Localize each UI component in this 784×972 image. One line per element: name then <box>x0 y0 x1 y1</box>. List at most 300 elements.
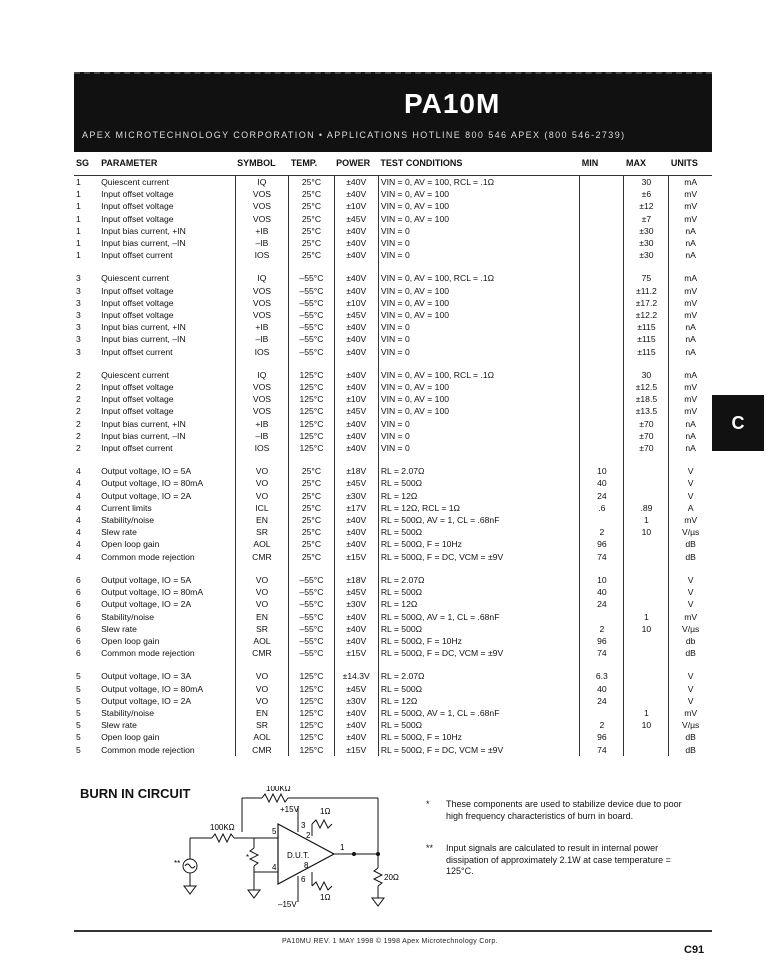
cell-temp: –55°C <box>289 647 334 659</box>
cell-sg: 4 <box>76 478 81 489</box>
table-row <box>74 285 712 297</box>
cell-pow: ±40V <box>334 719 378 731</box>
cell-sg: 6 <box>76 599 81 610</box>
cell-sg: 5 <box>76 695 81 706</box>
cell-max <box>624 490 669 502</box>
cell-pow: ±30V <box>334 490 378 502</box>
table-row <box>74 405 712 417</box>
col-power: POWER <box>336 158 371 168</box>
comp-resistor-label-2: 1Ω <box>320 893 331 902</box>
table-row <box>74 369 712 381</box>
table-row <box>74 346 712 358</box>
cell-temp: –55°C <box>289 586 334 598</box>
cell-temp: 25°C <box>289 213 334 225</box>
burn-in-circuit-diagram <box>170 786 410 911</box>
cell-temp: 125°C <box>289 393 334 405</box>
cell-cond: VIN = 0, AV = 100, RCL = .1Ω <box>378 176 579 189</box>
cell-unit: V/µs <box>669 526 712 538</box>
cell-max: ±30 <box>624 237 669 249</box>
cell-unit: mA <box>669 176 712 189</box>
cell-sg: 1 <box>76 250 81 261</box>
cell-sg: 6 <box>76 587 81 598</box>
cell-unit: V <box>669 490 712 502</box>
cell-sym: –IB <box>235 430 289 442</box>
part-number-title: PA10M <box>404 88 501 119</box>
cell-pow: ±40V <box>334 707 378 719</box>
cell-temp: 125°C <box>289 744 334 756</box>
group-spacer <box>74 261 712 272</box>
cell-pow: ±45V <box>334 309 378 321</box>
cell-unit: mV <box>669 297 712 309</box>
table-row <box>74 272 712 284</box>
cell-sg: 2 <box>76 430 81 441</box>
cell-sg: 2 <box>76 394 81 405</box>
cell-sg: 4 <box>76 502 81 513</box>
cell-max <box>624 647 669 659</box>
cell-unit: V <box>669 574 712 586</box>
cell-pow: ±15V <box>334 744 378 756</box>
cell-sym: IQ <box>235 176 289 189</box>
cell-temp: 125°C <box>289 418 334 430</box>
feedback-resistor-label: 100KΩ <box>266 786 291 793</box>
note-2 <box>426 843 686 878</box>
col-conditions: TEST CONDITIONS <box>380 158 463 168</box>
cell-min: 74 <box>580 647 624 659</box>
cell-sym: SR <box>235 623 289 635</box>
cell-sg: 2 <box>76 382 81 393</box>
cell-max: ±30 <box>624 225 669 237</box>
cell-cond: VIN = 0 <box>378 249 579 261</box>
cell-min: 24 <box>580 695 624 707</box>
cell-sg: 3 <box>76 322 81 333</box>
cell-cond: RL = 12Ω, RCL = 1Ω <box>378 502 579 514</box>
cell-param: Quiescent current <box>101 369 169 380</box>
cell-min <box>580 381 624 393</box>
cell-max: .89 <box>624 502 669 514</box>
cell-unit: dB <box>669 731 712 743</box>
cell-param: Stability/noise <box>101 515 155 526</box>
cell-temp: –55°C <box>289 297 334 309</box>
note-1-text: These components are used to stabilize device due to poor high frequency characteristics of burn in board. <box>446 799 682 821</box>
cell-unit: mV <box>669 381 712 393</box>
table-row <box>74 635 712 647</box>
cell-max: ±12.5 <box>624 381 669 393</box>
cell-sg: 6 <box>76 635 81 646</box>
cell-max <box>624 465 669 477</box>
cell-sym: VOS <box>235 309 289 321</box>
cell-sym: IQ <box>235 369 289 381</box>
cell-temp: –55°C <box>289 346 334 358</box>
cell-param: Input offset voltage <box>101 394 174 405</box>
cell-sg: 4 <box>76 551 81 562</box>
cell-temp: –55°C <box>289 333 334 345</box>
cell-cond: VIN = 0, AV = 100 <box>378 309 579 321</box>
cell-temp: 125°C <box>289 369 334 381</box>
cell-min: 40 <box>580 683 624 695</box>
table-row <box>74 502 712 514</box>
cell-cond: VIN = 0 <box>378 333 579 345</box>
cell-pow: ±40V <box>334 285 378 297</box>
table-row <box>74 188 712 200</box>
cell-sym: VO <box>235 465 289 477</box>
cell-unit: V <box>669 477 712 489</box>
table-row <box>74 611 712 623</box>
cell-temp: 25°C <box>289 188 334 200</box>
cell-min: 2 <box>580 719 624 731</box>
cell-max: ±11.2 <box>624 285 669 297</box>
table-row <box>74 623 712 635</box>
cell-unit: V/µs <box>669 623 712 635</box>
cell-pow: ±40V <box>334 538 378 550</box>
cell-sg: 5 <box>76 744 81 755</box>
cell-min: 74 <box>580 551 624 563</box>
cell-unit: nA <box>669 430 712 442</box>
cell-unit: V <box>669 598 712 610</box>
cell-unit: nA <box>669 249 712 261</box>
cell-param: Current limits <box>101 502 152 513</box>
cell-temp: –55°C <box>289 574 334 586</box>
cell-sg: 2 <box>76 406 81 417</box>
cell-pow: ±40V <box>334 369 378 381</box>
cell-sg: 5 <box>76 671 81 682</box>
cell-sg: 4 <box>76 466 81 477</box>
ground-icon <box>248 890 260 898</box>
cell-unit: V <box>669 695 712 707</box>
cell-min: 6.3 <box>580 670 624 682</box>
cell-cond: VIN = 0, AV = 100 <box>378 297 579 309</box>
negative-supply-label: –15V <box>278 900 297 909</box>
cell-temp: –55°C <box>289 635 334 647</box>
cell-min: 2 <box>580 623 624 635</box>
cell-pow: ±40V <box>334 333 378 345</box>
cell-param: Input offset voltage <box>101 382 174 393</box>
cell-cond: RL = 500Ω, F = 10Hz <box>378 731 579 743</box>
cell-cond: VIN = 0, AV = 100 <box>378 188 579 200</box>
cell-pow: ±14.3V <box>334 670 378 682</box>
cell-max: ±13.5 <box>624 405 669 417</box>
cell-sym: CMR <box>235 744 289 756</box>
cell-pow: ±10V <box>334 393 378 405</box>
cell-min: 96 <box>580 731 624 743</box>
cell-unit: V <box>669 683 712 695</box>
note-2-text: Input signals are calculated to result in internal power dissipation of approximately 2.1W at case temperature = 125°C. <box>446 843 671 876</box>
cell-temp: 25°C <box>289 514 334 526</box>
cell-min: .6 <box>580 502 624 514</box>
cell-min: 2 <box>580 526 624 538</box>
pin-5-label: 5 <box>272 827 277 836</box>
cell-sg: 3 <box>76 285 81 296</box>
cell-unit: nA <box>669 418 712 430</box>
cell-temp: 25°C <box>289 176 334 189</box>
cell-max: ±70 <box>624 442 669 454</box>
table-row <box>74 683 712 695</box>
table-row <box>74 719 712 731</box>
pin-2-label: 2 <box>306 831 311 840</box>
cell-min <box>580 611 624 623</box>
cell-sym: VOS <box>235 393 289 405</box>
cell-param: Input offset voltage <box>101 201 174 212</box>
pin-4-label: 4 <box>272 863 277 872</box>
cell-sym: VO <box>235 574 289 586</box>
cell-cond: RL = 500Ω <box>378 719 579 731</box>
cell-param: Input bias current, +IN <box>101 322 186 333</box>
cell-cond: VIN = 0 <box>378 237 579 249</box>
cell-min <box>580 430 624 442</box>
cell-temp: –55°C <box>289 321 334 333</box>
cell-param: Input bias current, +IN <box>101 225 186 236</box>
cell-param: Common mode rejection <box>101 648 195 659</box>
cell-cond: VIN = 0, AV = 100 <box>378 213 579 225</box>
cell-param: Input offset voltage <box>101 189 174 200</box>
cell-max <box>624 551 669 563</box>
cell-pow: ±40V <box>334 188 378 200</box>
cell-temp: 125°C <box>289 381 334 393</box>
cell-sym: VOS <box>235 213 289 225</box>
group-spacer <box>74 563 712 574</box>
cell-param: Quiescent current <box>101 273 169 284</box>
cell-param: Slew rate <box>101 623 137 634</box>
cell-temp: –55°C <box>289 285 334 297</box>
cell-unit: mV <box>669 285 712 297</box>
cell-param: Open loop gain <box>101 635 160 646</box>
cell-sym: EN <box>235 514 289 526</box>
cell-pow: ±40V <box>334 611 378 623</box>
group-spacer <box>74 358 712 369</box>
cell-sym: IOS <box>235 249 289 261</box>
cell-max: ±6 <box>624 188 669 200</box>
cell-pow: ±45V <box>334 477 378 489</box>
page-number: C91 <box>684 944 705 956</box>
cell-min: 96 <box>580 538 624 550</box>
table-row <box>74 598 712 610</box>
cell-temp: 25°C <box>289 502 334 514</box>
cell-cond: VIN = 0, AV = 100 <box>378 381 579 393</box>
cell-temp: –55°C <box>289 611 334 623</box>
cell-sym: VOS <box>235 381 289 393</box>
cell-cond: VIN = 0, AV = 100 <box>378 393 579 405</box>
cell-param: Output voltage, IO = 2A <box>101 695 192 706</box>
cell-max <box>624 683 669 695</box>
cell-max <box>624 695 669 707</box>
cell-temp: 125°C <box>289 695 334 707</box>
cell-sg: 6 <box>76 648 81 659</box>
footer-divider <box>74 930 712 932</box>
cell-sym: –IB <box>235 333 289 345</box>
cell-min: 74 <box>580 744 624 756</box>
cell-cond: VIN = 0 <box>378 346 579 358</box>
load-resistor <box>374 868 382 886</box>
cell-sg: 4 <box>76 515 81 526</box>
cell-min <box>580 707 624 719</box>
cell-sym: VO <box>235 490 289 502</box>
cell-sym: +IB <box>235 225 289 237</box>
cell-pow: ±40V <box>334 272 378 284</box>
cell-sym: +IB <box>235 418 289 430</box>
cell-sg: 2 <box>76 443 81 454</box>
cell-sym: IQ <box>235 272 289 284</box>
cell-param: Output voltage, IO = 80mA <box>101 587 204 598</box>
cell-max <box>624 574 669 586</box>
cell-sg: 1 <box>76 189 81 200</box>
cell-max: 75 <box>624 272 669 284</box>
col-max: MAX <box>625 158 646 168</box>
cell-min <box>580 200 624 212</box>
cell-unit: mV <box>669 393 712 405</box>
cell-sg: 3 <box>76 334 81 345</box>
cell-temp: 25°C <box>289 465 334 477</box>
cell-sym: SR <box>235 526 289 538</box>
cell-pow: ±30V <box>334 695 378 707</box>
cell-sym: VO <box>235 586 289 598</box>
cell-sym: AOL <box>235 635 289 647</box>
cell-temp: 25°C <box>289 538 334 550</box>
cell-unit: mV <box>669 309 712 321</box>
cell-sym: VOS <box>235 405 289 417</box>
sine-wave-icon <box>185 864 195 868</box>
cell-param: Slew rate <box>101 527 137 538</box>
cell-pow: ±18V <box>334 574 378 586</box>
cell-pow: ±45V <box>334 683 378 695</box>
cell-pow: ±10V <box>334 297 378 309</box>
cell-max: 1 <box>624 514 669 526</box>
cell-sym: VO <box>235 598 289 610</box>
cell-unit: mV <box>669 405 712 417</box>
cell-pow: ±40V <box>334 514 378 526</box>
cell-max: 10 <box>624 526 669 538</box>
cell-unit: nA <box>669 346 712 358</box>
cell-sym: IOS <box>235 346 289 358</box>
note-1-mark: * <box>426 799 430 809</box>
cell-temp: 25°C <box>289 490 334 502</box>
cell-cond: RL = 500Ω <box>378 683 579 695</box>
cell-cond: VIN = 0, AV = 100 <box>378 200 579 212</box>
ground-icon <box>372 898 384 906</box>
cell-min <box>580 188 624 200</box>
table-row <box>74 176 712 189</box>
cell-cond: RL = 500Ω, F = DC, VCM = ±9V <box>378 647 579 659</box>
cell-pow: ±40V <box>334 430 378 442</box>
cell-sg: 1 <box>76 213 81 224</box>
cell-cond: RL = 2.07Ω <box>378 465 579 477</box>
cell-temp: 25°C <box>289 526 334 538</box>
table-row <box>74 514 712 526</box>
table-row <box>74 321 712 333</box>
section-tab: C <box>712 395 764 451</box>
cell-unit: V <box>669 670 712 682</box>
cell-param: Input offset voltage <box>101 213 174 224</box>
cell-pow: ±15V <box>334 647 378 659</box>
footer-revision: PA10MU REV. 1 MAY 1998 © 1998 Apex Microtechnology Corp. <box>282 938 498 945</box>
col-min: MIN <box>581 158 599 168</box>
cell-unit: nA <box>669 225 712 237</box>
cell-temp: –55°C <box>289 309 334 321</box>
cell-param: Input offset current <box>101 346 173 357</box>
col-temp: TEMP. <box>290 158 318 168</box>
cell-unit: mV <box>669 611 712 623</box>
cell-min <box>580 225 624 237</box>
cell-param: Input offset voltage <box>101 285 174 296</box>
cell-temp: 125°C <box>289 670 334 682</box>
cell-temp: 125°C <box>289 430 334 442</box>
cell-param: Common mode rejection <box>101 551 195 562</box>
cell-max: 1 <box>624 707 669 719</box>
junction-dot <box>352 852 356 856</box>
cell-pow: ±45V <box>334 586 378 598</box>
cell-min <box>580 393 624 405</box>
cell-unit: nA <box>669 442 712 454</box>
cell-temp: 125°C <box>289 442 334 454</box>
cell-cond: RL = 12Ω <box>378 598 579 610</box>
cell-max: 10 <box>624 623 669 635</box>
cell-sg: 6 <box>76 623 81 634</box>
table-row <box>74 430 712 442</box>
cell-max: ±115 <box>624 321 669 333</box>
spec-table-body <box>74 176 712 756</box>
cell-temp: –55°C <box>289 623 334 635</box>
cell-pow: ±40V <box>334 442 378 454</box>
comp-resistor-label: 1Ω <box>320 807 331 816</box>
cell-max: 1 <box>624 611 669 623</box>
cell-param: Output voltage, IO = 5A <box>101 466 192 477</box>
cell-min <box>580 346 624 358</box>
positive-supply-label: +15V <box>280 805 299 814</box>
col-symbol: SYMBOL <box>237 158 276 168</box>
cell-sym: IOS <box>235 442 289 454</box>
cell-unit: mV <box>669 514 712 526</box>
table-row <box>74 477 712 489</box>
input-resistor <box>212 834 234 842</box>
cell-min: 96 <box>580 635 624 647</box>
cell-sg: 5 <box>76 732 81 743</box>
cell-unit: mA <box>669 272 712 284</box>
cell-sym: VO <box>235 683 289 695</box>
cell-unit: dB <box>669 744 712 756</box>
cell-cond: VIN = 0 <box>378 321 579 333</box>
cell-param: Output voltage, IO = 2A <box>101 490 192 501</box>
note-1 <box>426 799 686 822</box>
header-banner <box>74 72 712 152</box>
cell-max: ±115 <box>624 333 669 345</box>
cell-min <box>580 369 624 381</box>
cell-unit: nA <box>669 237 712 249</box>
table-row <box>74 297 712 309</box>
comp-resistor-bottom <box>312 882 332 890</box>
table-header-row <box>74 157 712 176</box>
table-row <box>74 551 712 563</box>
cell-param: Output voltage, IO = 5A <box>101 574 192 585</box>
cell-temp: 25°C <box>289 200 334 212</box>
cell-param: Slew rate <box>101 720 137 731</box>
cell-pow: ±40V <box>334 635 378 647</box>
pin-1-label: 1 <box>340 843 345 852</box>
cell-max: ±70 <box>624 418 669 430</box>
cell-max: 30 <box>624 369 669 381</box>
cell-param: Input offset voltage <box>101 310 174 321</box>
pin-6-label: 6 <box>301 875 306 884</box>
cell-min: 10 <box>580 574 624 586</box>
cell-temp: 25°C <box>289 237 334 249</box>
cell-temp: 125°C <box>289 405 334 417</box>
cell-temp: 25°C <box>289 225 334 237</box>
cell-pow: ±40V <box>334 346 378 358</box>
pin-8-label: 8 <box>304 861 309 870</box>
cell-param: Common mode rejection <box>101 744 195 755</box>
cell-max <box>624 731 669 743</box>
load-resistor-label: 20Ω <box>384 873 399 882</box>
cell-min <box>580 176 624 189</box>
cell-min: 40 <box>580 586 624 598</box>
cell-cond: RL = 500Ω, F = 10Hz <box>378 538 579 550</box>
